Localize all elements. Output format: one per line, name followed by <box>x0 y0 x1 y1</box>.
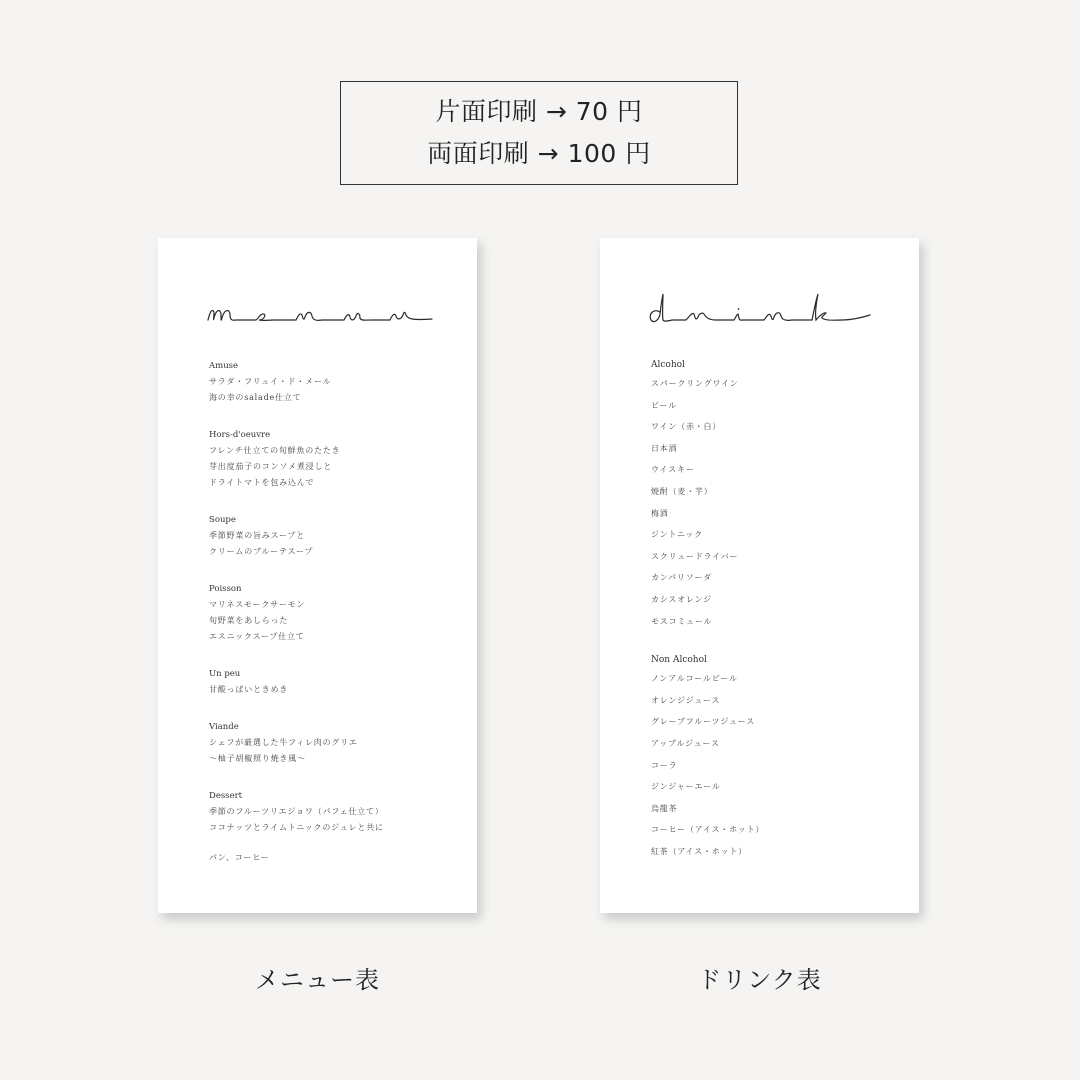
menu-line: 〜柚子胡椒照り焼き風〜 <box>209 754 306 763</box>
price-double-sided: 両面印刷 → 100 円 <box>427 139 651 168</box>
menu-closing-line: パン、コーヒー <box>209 853 270 862</box>
drink-item: 梅酒 <box>651 508 669 518</box>
drink-item: スパークリングワイン <box>651 379 739 388</box>
drink-item: アップルジュース <box>651 738 720 748</box>
menu-line: クリームのブルーテスープ <box>209 547 314 556</box>
drink-item: 紅茶（アイス・ホット） <box>651 846 747 856</box>
drink-item: ジンジャーエール <box>651 782 721 792</box>
menu-line: 芽出度茄子のコンソメ煮浸しと <box>209 462 333 471</box>
menu-section-title: Dessert <box>209 791 243 801</box>
menu-line: シェフが厳選した牛フィレ肉のグリエ <box>209 738 358 747</box>
menu-section-amuse <box>209 358 469 406</box>
menu-section-title: Poisson <box>209 584 242 594</box>
menu-section-poisson <box>209 581 469 645</box>
menu-line: マリネスモークサーモン <box>209 600 306 609</box>
menu-section-title: Amuse <box>209 361 239 371</box>
drink-caption: ドリンク表 <box>697 966 822 994</box>
menu-section-title: Un peu <box>209 669 241 679</box>
drink-item: 焼酎（麦・芋） <box>651 486 713 496</box>
drink-script-title <box>646 290 876 330</box>
drink-item: ウイスキー <box>651 465 695 475</box>
menu-line: 季節野菜の旨みスープと <box>209 531 305 540</box>
drink-item: 日本酒 <box>651 443 678 453</box>
menu-script-title <box>204 290 434 330</box>
menu-line: 海の幸のsalade仕立て <box>209 393 302 402</box>
drink-item: ジントニック <box>651 530 703 540</box>
drink-item: グレープフルーツジュース <box>651 717 755 727</box>
drink-item: オレンジジュース <box>651 695 721 705</box>
drink-item: ビール <box>651 400 677 410</box>
drink-card <box>600 238 919 913</box>
menu-line: 旬野菜をあしらった <box>209 616 289 625</box>
drink-item: カシスオレンジ <box>651 594 712 604</box>
menu-line: フレンチ仕立ての旬鮮魚のたたき <box>209 446 341 455</box>
menu-line: 季節のフルーツリエジョワ（パフェ仕立て） <box>209 807 384 816</box>
menu-section-hors-doeuvre <box>209 427 469 491</box>
menu-caption: メニュー表 <box>255 966 380 994</box>
menu-line: ドライトマトを包み込んで <box>209 478 315 487</box>
price-single-sided: 片面印刷 → 70 円 <box>435 97 643 126</box>
drink-item: ノンアルコールビール <box>651 674 738 684</box>
drink-item: コーラ <box>651 760 678 770</box>
drink-list <box>651 357 911 862</box>
price-box <box>340 81 738 185</box>
menu-section-un-peu <box>209 666 469 698</box>
menu-list <box>209 358 469 866</box>
menu-line: エスニックスープ仕立て <box>209 632 305 641</box>
drink-item: ワイン（赤・白） <box>651 422 722 432</box>
menu-line: ココナッツとライムトニックのジュレと共に <box>209 823 384 832</box>
drink-item: コーヒー（アイス・ホット） <box>651 825 765 835</box>
drink-item: カンパリソーダ <box>651 573 713 583</box>
menu-section-title: Viande <box>209 722 239 732</box>
menu-section-soupe <box>209 512 469 560</box>
menu-line: サラダ・フリュイ・ド・メール <box>209 377 332 386</box>
drink-item: スクリュードライバー <box>651 551 739 561</box>
menu-section-title: Hors-d'oeuvre <box>209 430 271 440</box>
menu-section-viande <box>209 719 469 767</box>
menu-card <box>158 238 477 913</box>
drink-item: モスコミュール <box>651 616 713 626</box>
non-alcohol-title: Non Alcohol <box>651 655 707 666</box>
alcohol-title: Alcohol <box>651 360 685 370</box>
drink-item: 烏龍茶 <box>651 803 678 813</box>
menu-section-title: Soupe <box>209 515 236 525</box>
section-gap <box>651 632 911 652</box>
menu-section-dessert <box>209 788 469 836</box>
menu-line: 甘酸っぱいときめき <box>209 685 289 694</box>
